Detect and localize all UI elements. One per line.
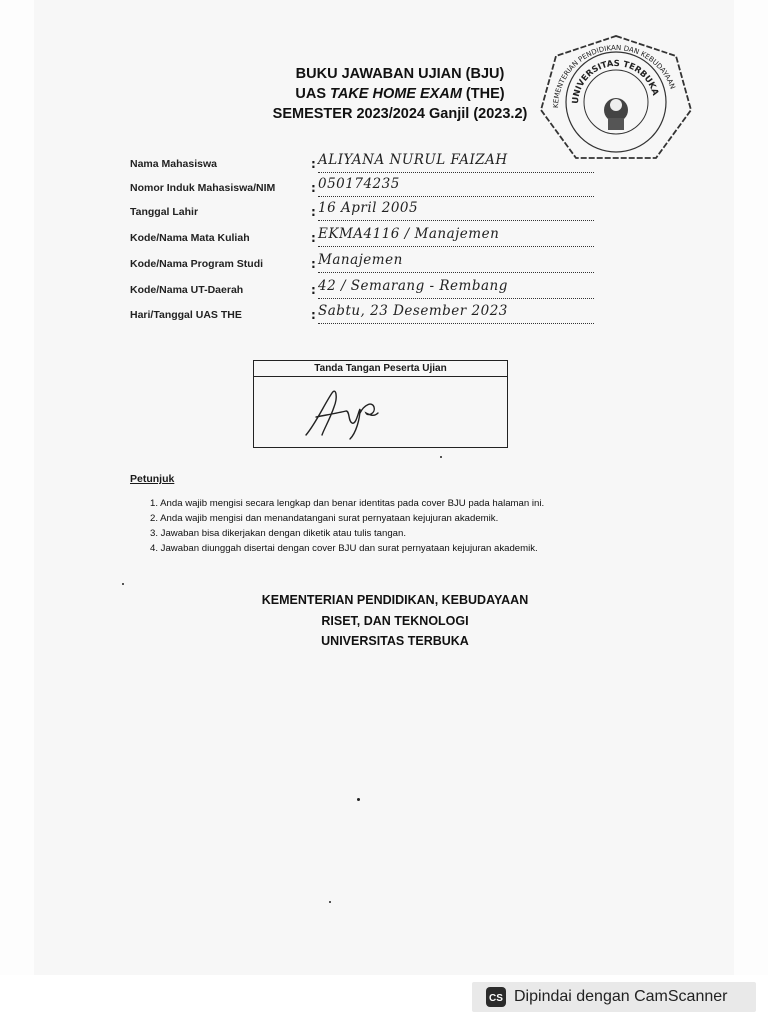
field-dotted-line (318, 171, 594, 173)
field-colon: : (311, 257, 316, 271)
svg-text:KEMENTERIAN PENDIDIKAN DAN KEB: KEMENTERIAN PENDIDIKAN DAN KEBUDAYAAN (551, 43, 677, 109)
field-handwritten-value: Manajemen (318, 252, 403, 268)
field-dotted-line (318, 322, 594, 324)
field-dotted-line (318, 271, 594, 273)
scan-edge-right (734, 0, 768, 975)
field-handwritten-value: EKMA4116 / Manajemen (318, 226, 500, 242)
camscanner-watermark (472, 982, 756, 1012)
field-colon: : (311, 231, 316, 245)
field-label: Kode/Nama UT-Daerah (130, 284, 244, 296)
doc-title: BUKU JAWABAN UJIAN (BJU) (295, 66, 505, 82)
field-dotted-line (318, 219, 594, 221)
field-handwritten-value: Sabtu, 23 Desember 2023 (318, 303, 508, 319)
field-label: Kode/Nama Program Studi (130, 258, 264, 270)
scan-speck (440, 456, 442, 458)
field-colon: : (311, 157, 316, 171)
camscanner-icon (486, 987, 506, 1007)
field-colon: : (311, 308, 316, 322)
field-dotted-line (318, 245, 594, 247)
instruction-item: 1. Anda wajib mengisi secara lengkap dan benar identitas pada cover BJU pada halaman ini. (150, 498, 545, 509)
field-label: Nama Mahasiswa (130, 158, 217, 170)
field-label: Nomor Induk Mahasiswa/NIM (130, 182, 276, 194)
field-handwritten-value: 16 April 2005 (318, 200, 419, 216)
scan-speck (329, 901, 331, 903)
svg-text:CS: CS (489, 993, 503, 1004)
field-label: Tanggal Lahir (130, 206, 199, 218)
field-colon: : (311, 283, 316, 297)
scan-speck (122, 583, 124, 585)
ministry-name: KEMENTERIAN PENDIDIKAN, KEBUDAYAAN (261, 593, 529, 607)
field-handwritten-value: 42 / Semarang - Rembang (318, 278, 508, 294)
instruction-item: 4. Jawaban diunggah disertai dengan cover BJU dan surat pernyataan kejujuran akademik. (150, 543, 538, 554)
svg-text:UNIVERSITAS TERBUKA: UNIVERSITAS TERBUKA (570, 58, 660, 105)
field-dotted-line (318, 195, 594, 197)
university-name: UNIVERSITAS TERBUKA (321, 634, 469, 648)
doc-subtitle: UAS TAKE HOME EXAM (THE) (295, 86, 505, 102)
camscanner-text: Dipindai dengan CamScanner (514, 988, 728, 1005)
scan-edge-left (0, 0, 34, 975)
field-label: Hari/Tanggal UAS THE (130, 309, 242, 321)
field-label: Kode/Nama Mata Kuliah (130, 232, 250, 244)
field-handwritten-value: ALIYANA NURUL FAIZAH (318, 152, 508, 168)
instruction-item: 3. Jawaban bisa dikerjakan dengan diketik atau tulis tangan. (150, 528, 407, 539)
signature-label: Tanda Tangan Peserta Ujian (254, 361, 507, 377)
scan-speck (357, 798, 360, 801)
instruction-item: 2. Anda wajib mengisi dan menandatangani surat pernyataan kejujuran akademik. (150, 513, 499, 524)
university-stamp (536, 30, 696, 170)
instructions-title: Petunjuk (130, 473, 175, 485)
instructions-list (150, 498, 544, 558)
field-dotted-line (318, 297, 594, 299)
ministry-name-cont: RISET, DAN TEKNOLOGI (321, 614, 469, 628)
signature-box (253, 360, 508, 448)
field-colon: : (311, 181, 316, 195)
doc-semester: SEMESTER 2023/2024 Ganjil (2023.2) (272, 106, 528, 122)
field-handwritten-value: 050174235 (318, 176, 400, 192)
signature-image (294, 383, 414, 443)
field-colon: : (311, 205, 316, 219)
